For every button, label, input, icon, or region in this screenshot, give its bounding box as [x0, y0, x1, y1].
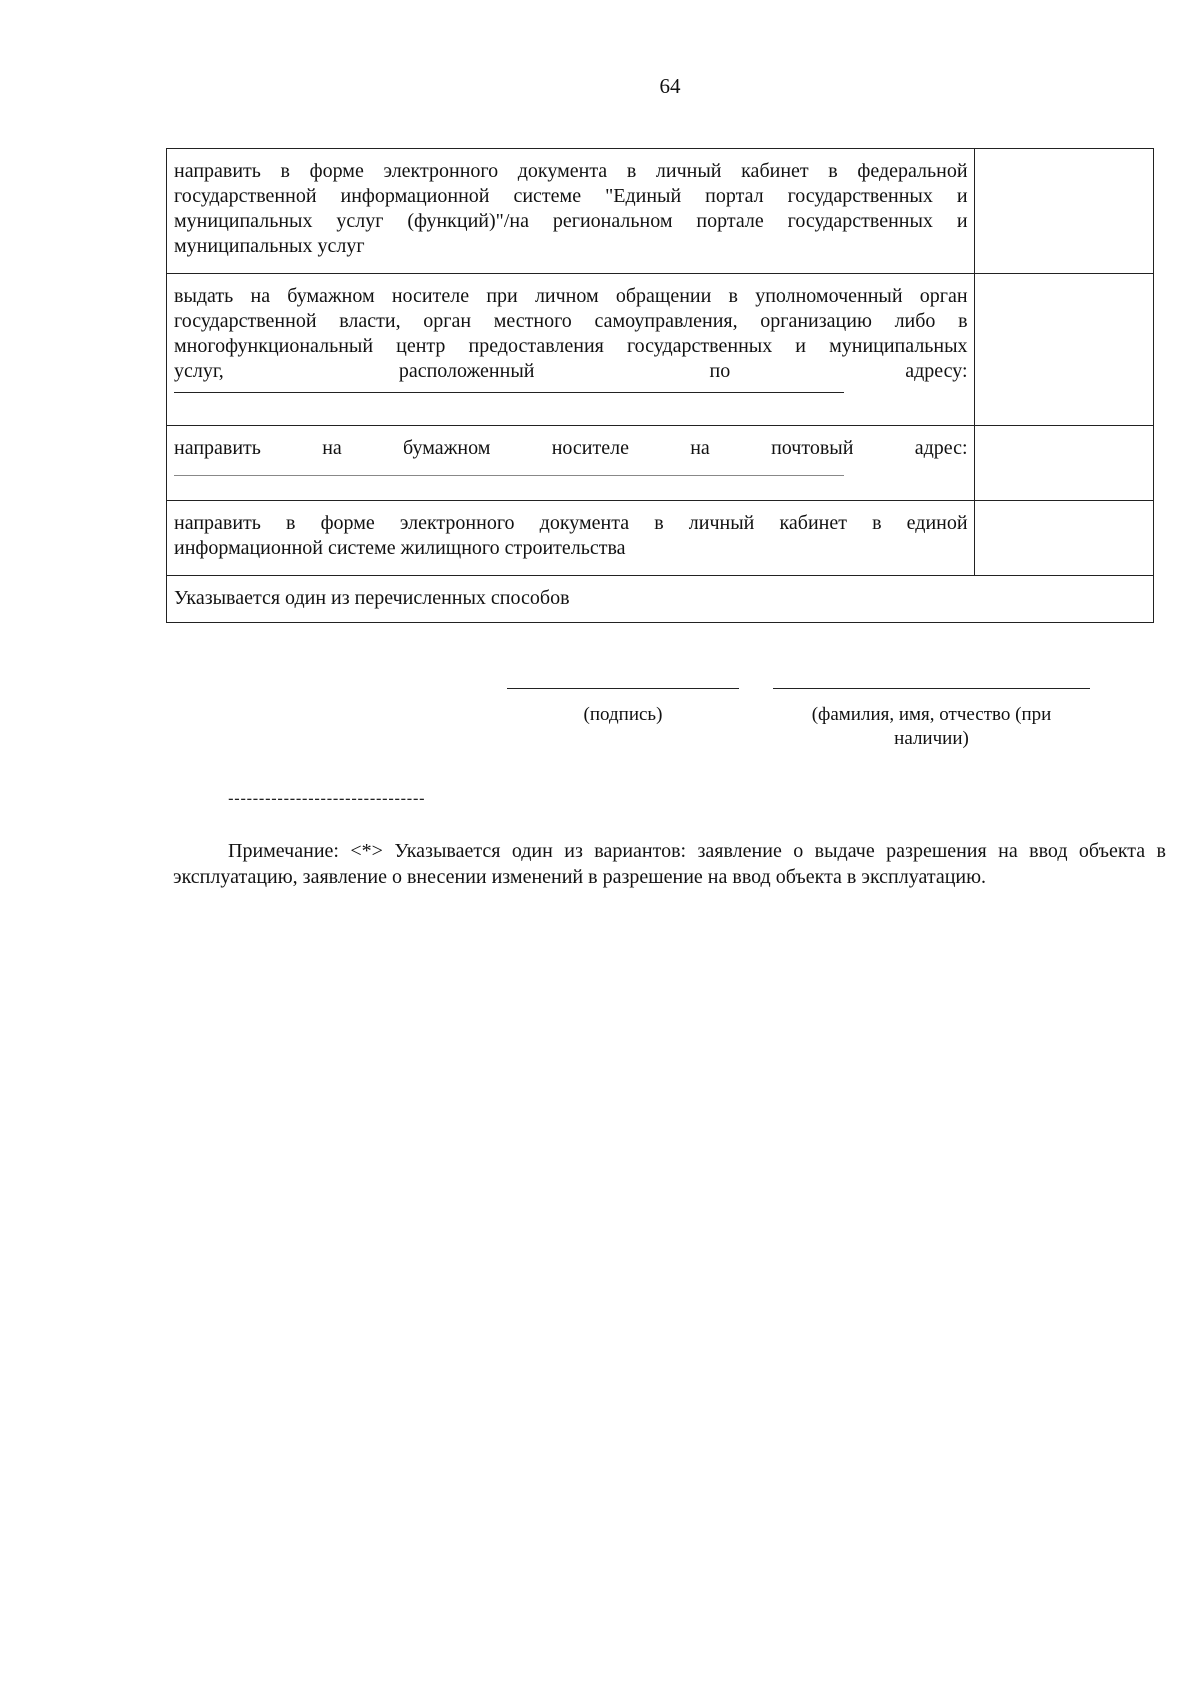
- delivery-option-row: [167, 274, 1154, 426]
- option-line: муниципальных услуг (функций)"/на региональном портале государственных и: [174, 210, 968, 232]
- delivery-option-text: [167, 149, 975, 274]
- option-checkbox-cell[interactable]: [974, 501, 1153, 576]
- table-footer-note: Указывается один из перечисленных способов: [167, 576, 1154, 623]
- signature-line[interactable]: [507, 688, 739, 689]
- option-line: направить на бумажном носителе на почтовый адрес:: [174, 437, 968, 459]
- option-line: услуг, расположенный по адресу:: [174, 360, 968, 382]
- delivery-option-row: [167, 501, 1154, 576]
- delivery-option-text: [167, 501, 975, 576]
- option-checkbox-cell[interactable]: [974, 274, 1153, 426]
- delivery-option-row: [167, 426, 1154, 501]
- delivery-option-text: [167, 426, 975, 501]
- delivery-option-text: [167, 274, 975, 426]
- delivery-options-table: [166, 148, 1154, 623]
- footnote-note: Примечание: <*> Указывается один из вариантов: заявление о выдаче разрешения на ввод объекта в эксплуатацию, заявление о внесении изменений в разрешение на ввод объекта в эксплуатацию.: [173, 840, 1166, 888]
- full-name-caption: (фамилия, имя, отчество (при наличии): [811, 704, 1052, 749]
- option-checkbox-cell[interactable]: [974, 426, 1153, 501]
- option-line: выдать на бумажном носителе при личном обращении в уполномоченный орган: [174, 285, 968, 307]
- option-line: информационной системе жилищного строительства: [174, 537, 626, 559]
- option-line: государственной информационной системе "Единый портал государственных и: [174, 185, 968, 207]
- footnote-separator: --------------------------------: [228, 789, 426, 808]
- table-footer-row: [167, 576, 1154, 623]
- option-line: муниципальных услуг: [174, 235, 365, 257]
- option-line: многофункциональный центр предоставления государственных и муниципальных: [174, 335, 968, 357]
- signature-caption: (подпись): [583, 704, 663, 725]
- option-line: государственной власти, орган местного самоуправления, организацию либо в: [174, 310, 968, 332]
- option-line: направить в форме электронного документа в личный кабинет в единой: [174, 512, 968, 534]
- full-name-line[interactable]: [773, 688, 1090, 689]
- postal-address-fill-line[interactable]: [174, 475, 844, 476]
- delivery-option-row: [167, 149, 1154, 274]
- option-line: направить в форме электронного документа в личный кабинет в федеральной: [174, 160, 968, 182]
- page-number: 64: [659, 74, 681, 98]
- option-checkbox-cell[interactable]: [974, 149, 1153, 274]
- address-fill-line[interactable]: [174, 392, 844, 393]
